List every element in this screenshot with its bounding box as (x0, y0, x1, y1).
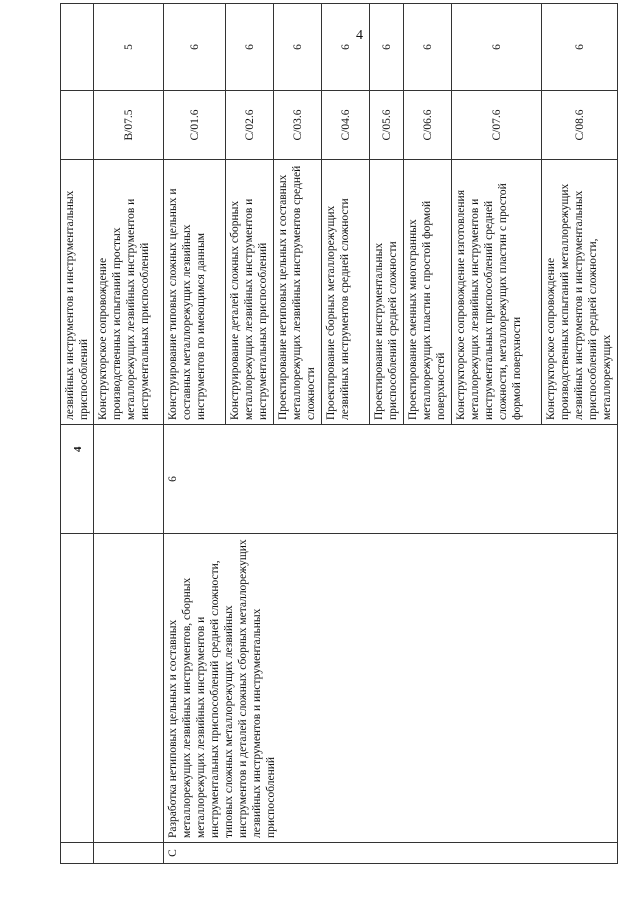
function-level: 6 (370, 4, 404, 91)
empty-cell (94, 425, 164, 534)
function-name: Конструкторское сопровождение изготовления металлорежущих лезвийных инструментов и инструментальных приспособлений средней сложности, металлорежущих пластин с простой формой поверхности (452, 160, 542, 425)
rotated-page-number: 4 (72, 446, 84, 452)
function-level: 5 (94, 4, 164, 91)
function-level: 6 (164, 4, 226, 91)
function-code (61, 91, 94, 160)
empty-cell (94, 843, 164, 864)
function-code: C/04.6 (322, 91, 370, 160)
function-code: C/06.6 (404, 91, 452, 160)
function-name: Конструирование типовых сложных цельных и составных металлорежущих лезвийных инструментов по имеющимся данным (164, 160, 226, 425)
function-code: C/05.6 (370, 91, 404, 160)
function-code: C/02.6 (226, 91, 274, 160)
function-code: C/07.6 (452, 91, 542, 160)
function-level: 6 (274, 4, 322, 91)
function-level: 6 (542, 4, 618, 91)
function-code: C/03.6 (274, 91, 322, 160)
function-level: 6 (452, 4, 542, 91)
function-name: лезвийных инструментов и инструментальных приспособлений (61, 160, 94, 425)
function-code: C/08.6 (542, 91, 618, 160)
function-name: Проектирование нетиповых цельных и составных металлорежущих лезвийных инструментов средней сложности (274, 160, 322, 425)
function-name: Конструирование деталей сложных сборных металлорежущих лезвийных инструментов и инструментальных приспособлений (226, 160, 274, 425)
function-name: Проектирование сборных металлорежущих лезвийных инструментов средней сложности (322, 160, 370, 425)
function-name: Конструкторское сопровождение производственных испытаний металлорежущих лезвийных инструментов и инструментальных приспособлений средней сложности, металлорежущих (542, 160, 618, 425)
generalized-function-name: Разработка нетиповых цельных и составных металлорежущих лезвийных инструментов, сборных металлорежущих лезвийных инструментов и инструментальных приспособлений средней сложности, типовых сложных металлорежущих лезвийных инструментов и деталей сложных сборных металлорежущих лезвийных инструментов и инструментальных приспособлений (164, 534, 618, 843)
function-name: Проектирование сменных многогранных металлорежущих пластин с простой формой поверхностей (404, 160, 452, 425)
generalized-function-level: 6 (164, 425, 618, 534)
table-row (94, 4, 164, 864)
table-row (164, 4, 226, 864)
empty-cell (61, 843, 94, 864)
function-code: B/07.5 (94, 91, 164, 160)
function-name: Проектирование инструментальных приспособлений средней сложности (370, 160, 404, 425)
generalized-function-code: C (164, 843, 618, 864)
empty-cell (61, 534, 94, 843)
empty-cell (61, 425, 94, 534)
function-level: 6 (226, 4, 274, 91)
function-level: 6 (322, 4, 370, 91)
function-level (61, 4, 94, 91)
empty-cell (94, 534, 164, 843)
function-name: Конструкторское сопровождение производственных испытаний простых металлорежущих лезвийных инструментов и инструментальных приспособлений (94, 160, 164, 425)
function-level: 6 (404, 4, 452, 91)
function-code: C/01.6 (164, 91, 226, 160)
page-number: 4 (356, 28, 363, 43)
table-row (61, 4, 94, 864)
functions-table (60, 44, 613, 864)
